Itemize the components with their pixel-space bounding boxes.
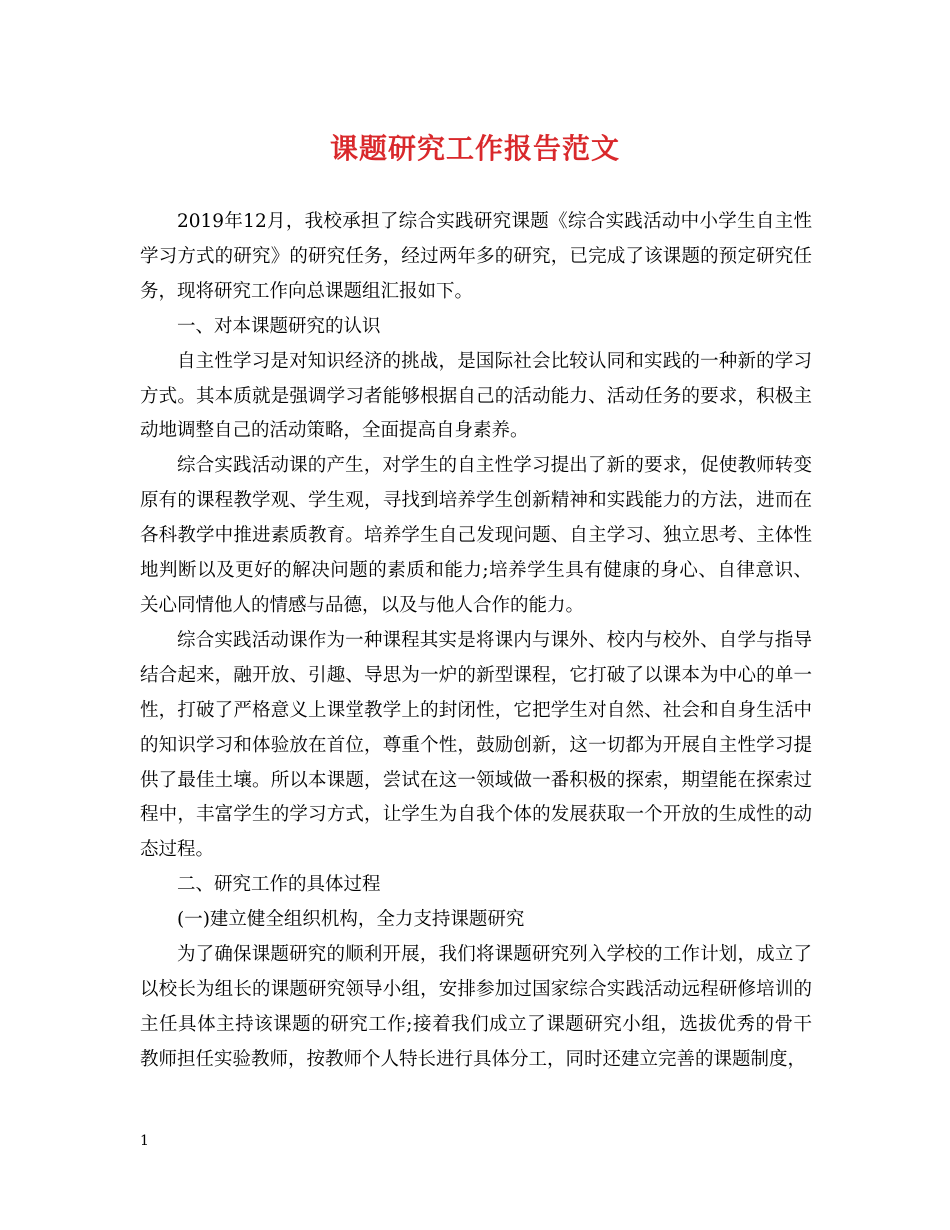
- section-heading-1: 一、对本课题研究的认识: [177, 315, 381, 337]
- document-title: 课题研究工作报告范文: [329, 132, 620, 165]
- page-number: 1: [140, 1133, 149, 1149]
- subsection-heading: (一)建立健全组织机构，全力支持课题研究: [177, 909, 525, 931]
- paragraph: 为了确保课题研究的顺利开展，我们将课题研究列入学校的工作计划，成立了以校长为组长的课题研究领导小组，安排参加过国家综合实践活动远程研修培训的主任具体主持该课题的研究工作;接着我们成立了课题研究小组，选拔优秀的骨干教师担任实验教师，按教师个人特长进行具体分工，同时还建立完善的课题制度，: [140, 944, 812, 1070]
- document-body: [140, 205, 812, 1078]
- paragraph: 综合实践活动课作为一种课程其实是将课内与课外、校内与校外、自学与指导结合起来，融开放、引趣、导思为一炉的新型课程，它打破了以课本为中心的单一性，打破了严格意义上课堂教学上的封闭性，它把学生对自然、社会和自身生活中的知识学习和体验放在首位，尊重个性，鼓励创新，这一切都为开展自主性学习提供了最佳土壤。所以本课题，尝试在这一领域做一番积极的探索，期望能在探索过程中，丰富学生的学习方式，让学生为自我个体的发展获取一个开放的生成性的动态过程。: [140, 629, 812, 861]
- paragraph: 综合实践活动课的产生，对学生的自主性学习提出了新的要求，促使教师转变原有的课程教学观、学生观，寻找到培养学生创新精神和实践能力的方法，进而在各科教学中推进素质教育。培养学生自己发现问题、自主学习、独立思考、主体性地判断以及更好的解决问题的素质和能力;培养学生具有健康的身心、自律意识、关心同情他人的情感与品德，以及与他人合作的能力。: [140, 455, 812, 616]
- paragraph: 自主性学习是对知识经济的挑战，是国际社会比较认同和实践的一种新的学习方式。其本质就是强调学习者能够根据自己的活动能力、活动任务的要求，积极主动地调整自己的活动策略，全面提高自身素养。: [140, 350, 812, 442]
- paragraph-intro: 2019年12月，我校承担了综合实践研究课题《综合实践活动中小学生自主性学习方式的研究》的研究任务，经过两年多的研究，已完成了该课题的预定研究任务，现将研究工作向总课题组汇报如下。: [140, 211, 812, 302]
- section-heading-2: 二、研究工作的具体过程: [177, 874, 381, 896]
